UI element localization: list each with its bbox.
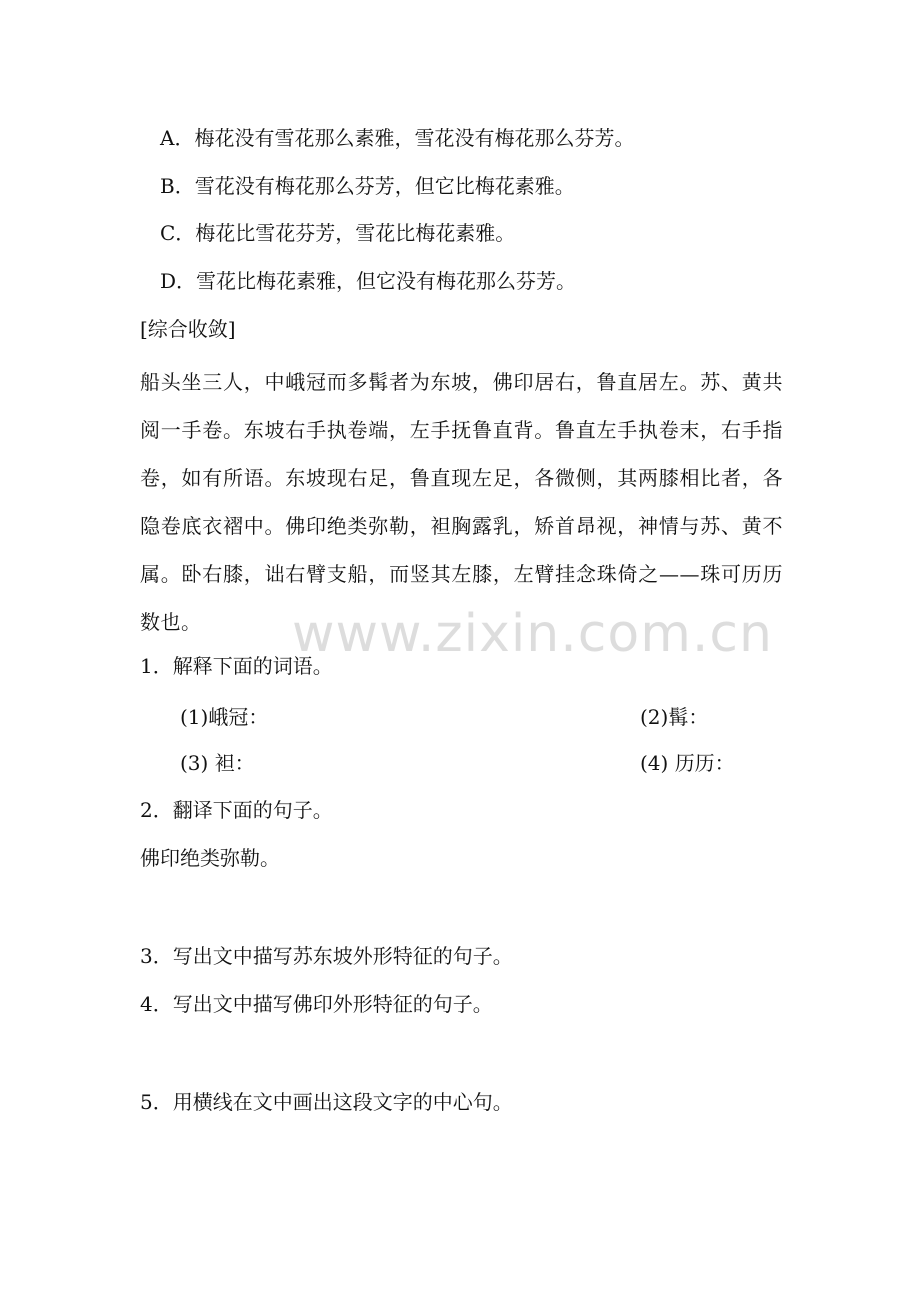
- option-d: D．雪花比梅花素雅，但它没有梅花那么芬芳。: [160, 269, 577, 293]
- question-1: 1．解释下面的词语。: [140, 654, 333, 678]
- q1-item-4: (4) 历历：: [640, 751, 735, 775]
- q1-item-3: (3) 袒：: [180, 751, 255, 775]
- option-b: B．雪花没有梅花那么芬芳，但它比梅花素雅。: [160, 174, 575, 198]
- option-c: C．梅花比雪花芬芳，雪花比梅花素雅。: [160, 221, 516, 245]
- question-5: 5．用横线在文中画出这段文字的中心句。: [140, 1090, 513, 1114]
- q1-item-1: (1)峨冠：: [180, 705, 269, 729]
- option-a: A．梅花没有雪花那么素雅，雪花没有梅花那么芬芳。: [160, 126, 635, 150]
- watermark: www.zixin.com.cn: [292, 604, 773, 664]
- q2-sentence: 佛印绝类弥勒。: [140, 846, 280, 870]
- question-3: 3．写出文中描写苏东坡外形特征的句子。: [140, 944, 513, 968]
- q1-item-2: (2)髯：: [640, 705, 709, 729]
- passage: 船头坐三人，中峨冠而多髯者为东坡，佛印居右，鲁直居左。苏、黄共阅一手卷。东坡右手执卷端，左手抚鲁直背。鲁直左手执卷末，右手指卷，如有所语。东坡现右足，鲁直现左足，各微侧，其两膝相比者，各隐卷底衣褶中。佛印绝类弥勒，袒胸露乳，矫首昂视，神情与苏、黄不属。卧右膝，诎右臂支船，而竖其左膝，左臂挂念珠倚之——珠可历历数也。: [140, 370, 783, 634]
- question-4: 4．写出文中描写佛印外形特征的句子。: [140, 992, 493, 1016]
- section-heading: [综合收敛]: [140, 317, 236, 341]
- question-2: 2．翻译下面的句子。: [140, 798, 333, 822]
